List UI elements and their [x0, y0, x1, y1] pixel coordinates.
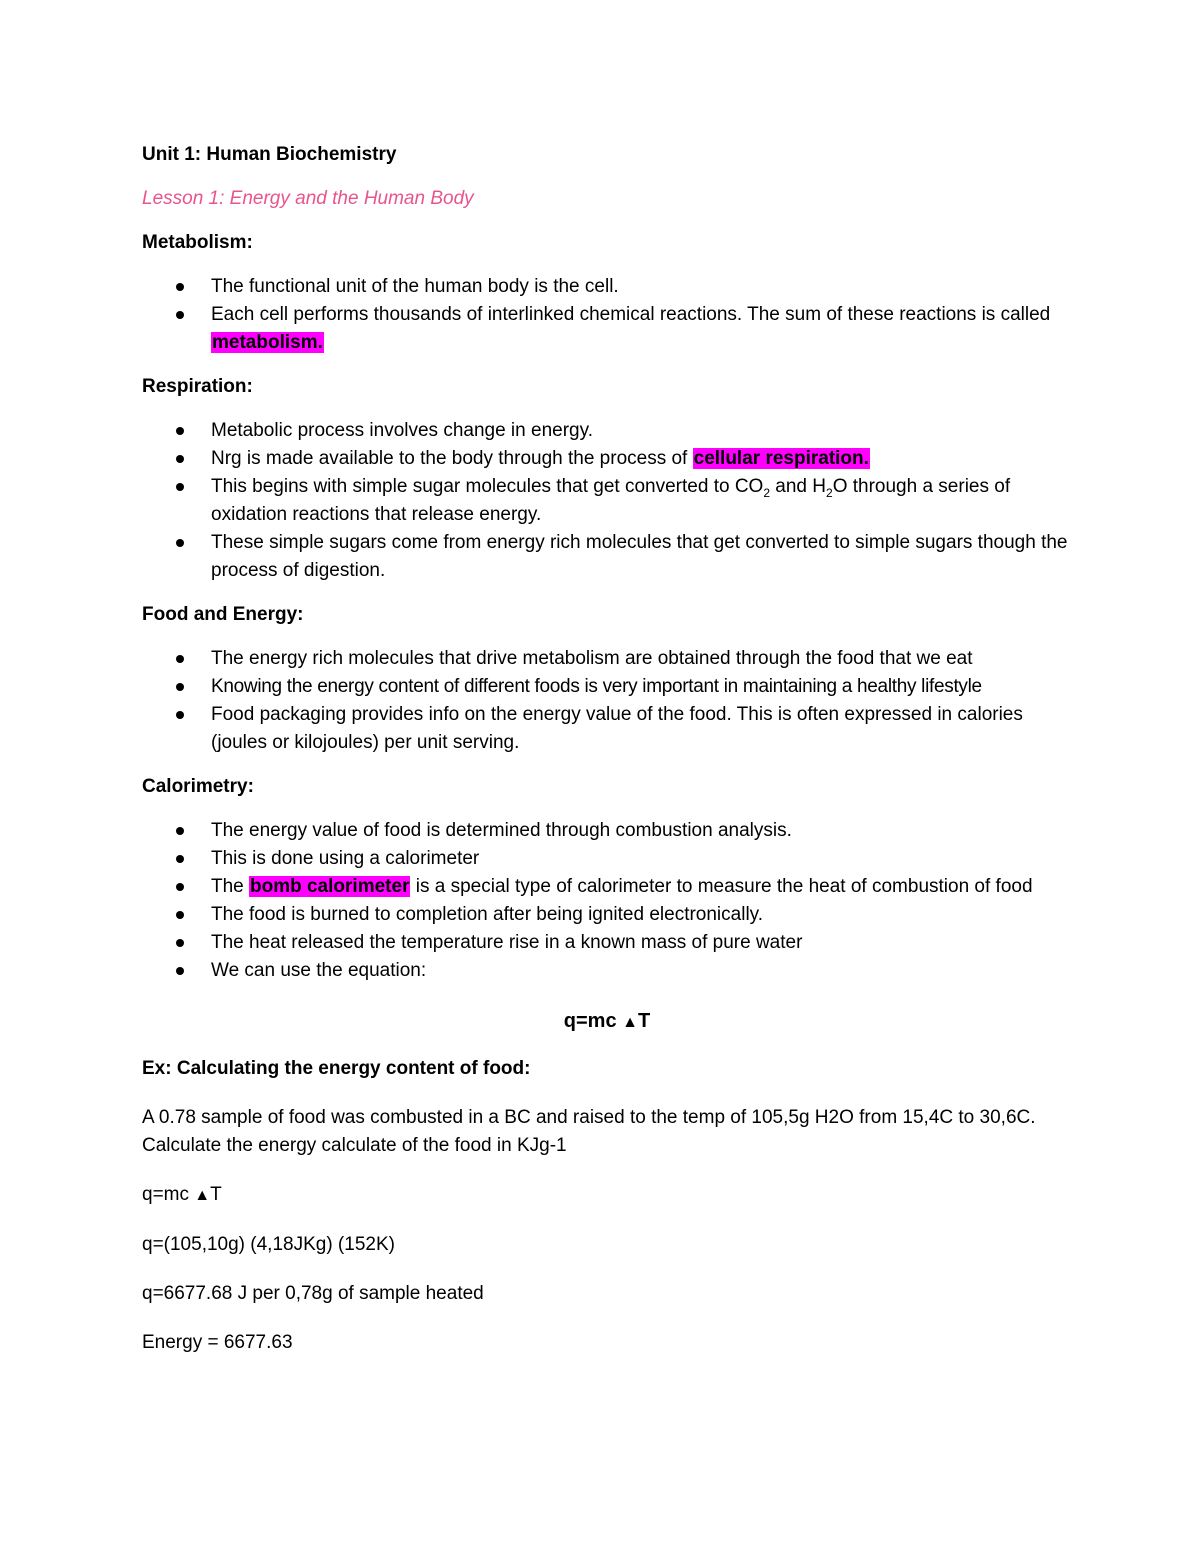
bullet-icon	[176, 883, 184, 891]
equation-text: q=mc	[563, 1010, 623, 1032]
list-item-text: Each cell performs thousands of interlinked chemical reactions. The sum of these reactions is called	[211, 304, 1051, 325]
list-item-text: O through a series of oxidation reactions that release energy.	[211, 476, 1011, 525]
list-item	[142, 645, 1072, 673]
list-item	[142, 673, 1072, 701]
list-item	[142, 529, 1072, 585]
respiration-heading: Respiration:	[142, 376, 253, 397]
list-item-text: The	[211, 876, 250, 897]
list-item-text: The food is burned to completion after being ignited electronically.	[211, 904, 764, 925]
subscript: 2	[763, 485, 771, 500]
example-step-3: q=6677.68 J per 0,78g of sample heated	[142, 1283, 484, 1304]
bullet-icon	[176, 539, 184, 547]
bullet-icon	[176, 311, 184, 319]
document-page	[142, 141, 1072, 1357]
list-item	[142, 417, 1072, 445]
equation	[142, 1007, 1072, 1035]
bullet-icon	[176, 827, 184, 835]
bullet-icon	[176, 911, 184, 919]
list-item	[142, 473, 1072, 529]
list-item-text: The heat released the temperature rise in a known mass of pure water	[211, 932, 803, 953]
list-item-text: The functional unit of the human body is the cell.	[211, 276, 619, 297]
list-item-text: Knowing the energy content of different foods is very important in maintaining a healthy lifestyle	[211, 676, 982, 697]
list-item	[142, 957, 1072, 985]
list-item	[142, 445, 1072, 473]
list-item-text: and H	[770, 476, 826, 497]
list-item	[142, 701, 1072, 757]
highlight-bomb-calorimeter: bomb calorimeter	[250, 876, 410, 897]
highlight-metabolism: metabolism.	[212, 332, 323, 353]
highlight-cellular-respiration: cellular respiration.	[693, 448, 869, 469]
list-item-text: is a special type of calorimeter to measure the heat of combustion of food	[410, 876, 1033, 897]
subscript: 2	[826, 485, 833, 500]
equation-t: T	[637, 1010, 651, 1032]
list-item-text: We can use the equation:	[211, 960, 427, 981]
calorimetry-heading: Calorimetry:	[142, 776, 254, 797]
bullet-icon	[176, 283, 184, 291]
list-item-text: Food packaging provides info on the energy value of the food. This is often expressed in calories (joules or kilojoules) per unit serving.	[211, 704, 1023, 753]
list-item-text: The energy rich molecules that drive metabolism are obtained through the food that we eat	[211, 648, 973, 669]
metabolism-heading: Metabolism:	[142, 232, 253, 253]
unit-title: Unit 1: Human Biochemistry	[142, 144, 397, 165]
lesson-title: Lesson 1: Energy and the Human Body	[142, 188, 474, 209]
list-item	[142, 929, 1072, 957]
bullet-icon	[176, 483, 184, 491]
list-item	[142, 301, 1072, 357]
metabolism-list	[142, 273, 1072, 357]
list-item	[142, 873, 1072, 901]
list-item-text: Metabolic process involves change in energy.	[211, 420, 593, 441]
list-item-text: This is done using a calorimeter	[211, 848, 480, 869]
calorimetry-list	[142, 817, 1072, 985]
example-step-4: Energy = 6677.63	[142, 1332, 293, 1353]
bullet-icon	[176, 683, 184, 691]
food-energy-list	[142, 645, 1072, 757]
bullet-icon	[176, 939, 184, 947]
bullet-icon	[176, 655, 184, 663]
list-item	[142, 901, 1072, 929]
bullet-icon	[176, 711, 184, 719]
list-item	[142, 845, 1072, 873]
bullet-icon	[176, 455, 184, 463]
delta-triangle-icon: ▲	[194, 1187, 211, 1204]
bullet-icon	[176, 967, 184, 975]
food-energy-heading: Food and Energy:	[142, 604, 304, 625]
step-text: T	[210, 1184, 222, 1205]
list-item-text: This begins with simple sugar molecules that get converted to CO	[211, 476, 764, 497]
respiration-list	[142, 417, 1072, 585]
example-problem: A 0.78 sample of food was combusted in a BC and raised to the temp of 105,5g H2O from 15,4C to 30,6C. Calculate the energy calculate of the food in KJg-1	[142, 1107, 1036, 1156]
delta-triangle-icon: ▲	[622, 1014, 638, 1031]
bullet-icon	[176, 855, 184, 863]
example-step-2: q=(105,10g) (4,18JKg) (152K)	[142, 1234, 395, 1255]
bullet-icon	[176, 427, 184, 435]
step-text: q=mc	[142, 1184, 195, 1205]
list-item-text: These simple sugars come from energy rich molecules that get converted to simple sugars though the process of digestion.	[211, 532, 1068, 581]
example-step-1	[142, 1181, 1072, 1210]
list-item-text: Nrg is made available to the body through the process of	[211, 448, 693, 469]
example-heading: Ex: Calculating the energy content of food:	[142, 1058, 531, 1079]
list-item	[142, 817, 1072, 845]
list-item	[142, 273, 1072, 301]
list-item-text: The energy value of food is determined through combustion analysis.	[211, 820, 792, 841]
